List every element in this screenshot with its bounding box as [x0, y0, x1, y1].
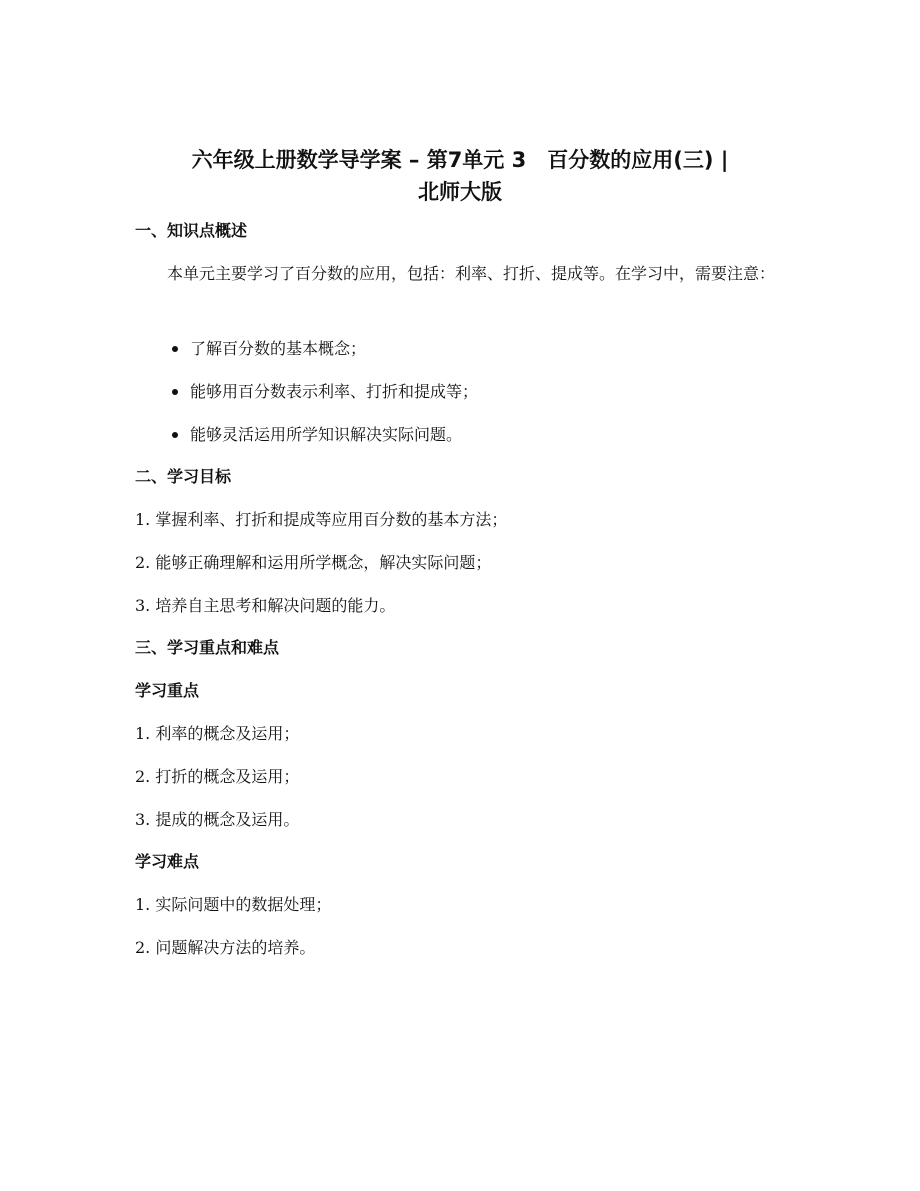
goal-item-1: 1. 掌握利率、打折和提成等应用百分数的基本方法；	[135, 510, 508, 529]
section-heading-key-and-difficult: 三、学习重点和难点	[135, 638, 280, 657]
key-point-item-1: 1. 利率的概念及运用；	[135, 724, 300, 743]
overview-bullet-1: 了解百分数的基本概念；	[190, 339, 367, 358]
subheading-key-points: 学习重点	[135, 681, 200, 700]
key-point-item-3: 3. 提成的概念及运用。	[135, 810, 300, 829]
bullet-dot	[172, 432, 178, 438]
goal-item-2: 2. 能够正确理解和运用所学概念，解决实际问题；	[135, 553, 492, 572]
difficulty-item-2: 2. 问题解决方法的培养。	[135, 938, 316, 957]
bullet-dot	[172, 389, 178, 395]
difficulty-item-1: 1. 实际问题中的数据处理；	[135, 895, 332, 914]
overview-paragraph: 本单元主要学习了百分数的应用，包括：利率、打折、提成等。在学习中，需要注意：	[167, 264, 776, 283]
goal-item-3: 3. 培养自主思考和解决问题的能力。	[135, 596, 396, 615]
document-title-line-1: 六年级上册数学导学案 – 第7单元 3 百分数的应用(三) |	[191, 148, 729, 172]
subheading-difficulties: 学习难点	[135, 852, 200, 871]
document-title-line-2: 北师大版	[418, 180, 502, 204]
section-heading-goals: 二、学习目标	[135, 467, 232, 486]
overview-bullet-2: 能够用百分数表示利率、打折和提成等；	[190, 382, 479, 401]
overview-bullet-3: 能够灵活运用所学知识解决实际问题。	[190, 425, 463, 444]
bullet-dot	[172, 346, 178, 352]
key-point-item-2: 2. 打折的概念及运用；	[135, 767, 300, 786]
section-heading-overview: 一、知识点概述	[135, 221, 248, 240]
